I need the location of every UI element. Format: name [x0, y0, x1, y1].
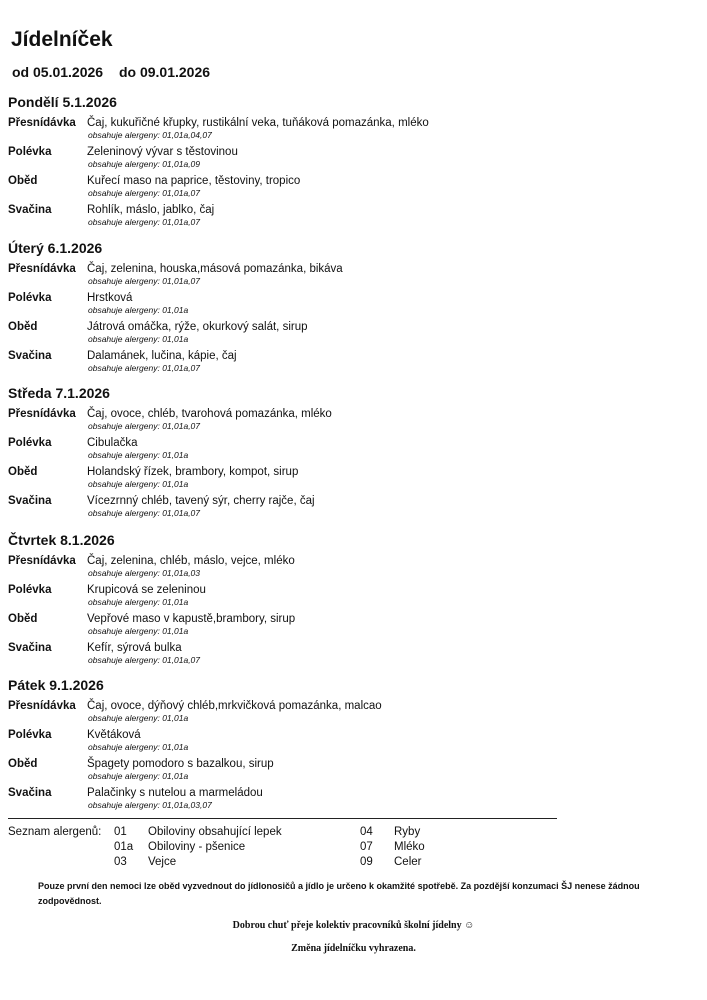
page-title: Jídelníček — [11, 28, 113, 51]
meal-description: Špagety pomodoro s bazalkou, sirup — [87, 758, 274, 770]
meal-row — [8, 145, 568, 174]
meal-row — [8, 262, 568, 291]
meal-allergens: obsahuje alergeny: 01,01a,03,07 — [88, 800, 212, 810]
day-section — [8, 92, 568, 232]
day-section — [8, 238, 568, 378]
allergen-name: Mléko — [394, 841, 425, 853]
day-title: Středa 7.1.2026 — [8, 385, 110, 401]
meal-description: Kuřecí maso na paprice, těstoviny, tropico — [87, 175, 301, 187]
meal-row — [8, 407, 568, 436]
meal-allergens: obsahuje alergeny: 01,01a — [88, 334, 189, 344]
meal-allergens: obsahuje alergeny: 01,01a,07 — [88, 655, 201, 665]
allergen-item — [114, 839, 245, 855]
meal-allergens: obsahuje alergeny: 01,01a,07 — [88, 363, 201, 373]
meal-row — [8, 786, 568, 815]
allergen-code: 03 — [114, 856, 127, 868]
meal-row — [8, 757, 568, 786]
meal-row — [8, 554, 568, 583]
meal-label: Přesnídávka — [8, 263, 76, 275]
meal-row — [8, 349, 568, 378]
meal-row — [8, 436, 568, 465]
meal-description: Játrová omáčka, rýže, okurkový salát, sirup — [87, 321, 308, 333]
allergen-name: Ryby — [394, 826, 421, 838]
meal-row — [8, 291, 568, 320]
meal-allergens: obsahuje alergeny: 01,01a — [88, 305, 189, 315]
meal-description: Cibulačka — [87, 437, 138, 449]
meal-description: Čaj, kukuřičné křupky, rustikální veka, tuňáková pomazánka, mléko — [87, 117, 429, 129]
meal-allergens: obsahuje alergeny: 01,01a,07 — [88, 276, 201, 286]
allergen-item — [114, 854, 176, 870]
meal-row — [8, 203, 568, 232]
meal-row — [8, 174, 568, 203]
meal-label: Polévka — [8, 729, 52, 741]
allergen-item — [114, 824, 282, 840]
meal-description: Vepřové maso v kapustě,brambory, sirup — [87, 613, 296, 625]
day-title: Pátek 9.1.2026 — [8, 677, 104, 693]
period-from: od 05.01.2026 — [12, 64, 104, 80]
day-title: Úterý 6.1.2026 — [8, 240, 103, 256]
meal-allergens: obsahuje alergeny: 01,01a — [88, 597, 189, 607]
meal-description: Rohlík, máslo, jablko, čaj — [87, 204, 215, 216]
allergen-code: 04 — [360, 826, 373, 838]
allergen-item — [360, 839, 425, 855]
meal-allergens: obsahuje alergeny: 01,01a — [88, 626, 189, 636]
meal-label: Přesnídávka — [8, 117, 76, 129]
period-to: do 09.01.2026 — [118, 64, 211, 80]
allergen-name: Vejce — [148, 856, 177, 868]
meal-row — [8, 728, 568, 757]
meal-allergens: obsahuje alergeny: 01,01a,07 — [88, 421, 201, 431]
meal-label: Přesnídávka — [8, 408, 76, 420]
meal-row — [8, 116, 568, 145]
meal-label: Svačina — [8, 350, 52, 362]
day-section — [8, 383, 568, 523]
meal-row — [8, 583, 568, 612]
meal-label: Polévka — [8, 292, 52, 304]
meal-label: Polévka — [8, 584, 52, 596]
allergen-item — [360, 854, 421, 870]
meal-row — [8, 699, 568, 728]
meal-description: Květáková — [87, 729, 141, 741]
day-title: Pondělí 5.1.2026 — [8, 94, 117, 110]
meal-allergens: obsahuje alergeny: 01,01a,04,07 — [88, 130, 212, 140]
meal-description: Dalamánek, lučina, kápie, čaj — [87, 350, 237, 362]
day-title: Čtvrtek 8.1.2026 — [8, 532, 115, 548]
meal-description: Krupicová se zeleninou — [87, 584, 206, 596]
meal-description: Holandský řízek, brambory, kompot, sirup — [87, 466, 299, 478]
allergen-name: Obiloviny - pšenice — [148, 841, 246, 853]
meal-description: Kefír, sýrová bulka — [87, 642, 182, 654]
meal-label: Přesnídávka — [8, 700, 76, 712]
meal-allergens: obsahuje alergeny: 01,01a — [88, 742, 189, 752]
footer-change-notice: Změna jídelníčku vyhrazena. — [291, 943, 416, 954]
meal-row — [8, 612, 568, 641]
meal-description: Čaj, zelenina, houska,másová pomazánka, bikáva — [87, 263, 343, 275]
meal-description: Čaj, ovoce, dýňový chléb,mrkvičková pomazánka, malcao — [87, 700, 382, 712]
meal-allergens: obsahuje alergeny: 01,01a — [88, 479, 189, 489]
meal-label: Oběd — [8, 758, 38, 770]
meal-description: Hrstková — [87, 292, 133, 304]
meal-label: Polévka — [8, 146, 52, 158]
meal-allergens: obsahuje alergeny: 01,01a,07 — [88, 217, 201, 227]
meal-row — [8, 494, 568, 523]
allergen-list-label: Seznam alergenů: — [8, 826, 102, 838]
meal-description: Vícezrnný chléb, tavený sýr, cherry rajče, čaj — [87, 495, 315, 507]
meal-label: Svačina — [8, 787, 52, 799]
meal-row — [8, 320, 568, 349]
meal-description: Čaj, zelenina, chléb, máslo, vejce, mléko — [87, 555, 295, 567]
menu-period — [12, 64, 222, 80]
meal-label: Přesnídávka — [8, 555, 76, 567]
meal-description: Zeleninový vývar s těstovinou — [87, 146, 238, 158]
allergen-code: 09 — [360, 856, 373, 868]
allergen-name: Celer — [394, 856, 422, 868]
meal-description: Čaj, ovoce, chléb, tvarohová pomazánka, mléko — [87, 408, 332, 420]
divider — [8, 818, 557, 819]
day-section — [8, 530, 568, 670]
allergen-code: 01 — [114, 826, 127, 838]
meal-row — [8, 465, 568, 494]
meal-allergens: obsahuje alergeny: 01,01a,07 — [88, 508, 201, 518]
meal-label: Oběd — [8, 321, 38, 333]
allergen-code: 07 — [360, 841, 373, 853]
meal-allergens: obsahuje alergeny: 01,01a — [88, 713, 189, 723]
meal-row — [8, 641, 568, 670]
allergen-item — [360, 824, 420, 840]
meal-allergens: obsahuje alergeny: 01,01a,09 — [88, 159, 201, 169]
meal-label: Svačina — [8, 642, 52, 654]
meal-allergens: obsahuje alergeny: 01,01a — [88, 450, 189, 460]
meal-label: Svačina — [8, 495, 52, 507]
allergen-code: 01a — [114, 841, 134, 853]
meal-allergens: obsahuje alergeny: 01,01a,07 — [88, 188, 201, 198]
allergen-name: Obiloviny obsahující lepek — [148, 826, 282, 838]
meal-allergens: obsahuje alergeny: 01,01a — [88, 771, 189, 781]
meal-label: Oběd — [8, 175, 38, 187]
meal-description: Palačinky s nutelou a marmeládou — [87, 787, 263, 799]
meal-label: Oběd — [8, 466, 38, 478]
meal-allergens: obsahuje alergeny: 01,01a,03 — [88, 568, 201, 578]
footer-greeting: Dobrou chuť přeje kolektiv pracovníků školní jídelny ☺ — [232, 920, 475, 931]
meal-label: Oběd — [8, 613, 38, 625]
meal-label: Svačina — [8, 204, 52, 216]
meal-label: Polévka — [8, 437, 52, 449]
footer-note: Pouze první den nemoci lze oběd vyzvednout do jídlonosičů a jídlo je určeno k okamžité spotřebě. Za pozdější konzumaci ŠJ nenese žádnou zodpovědnost. — [38, 881, 640, 906]
day-section — [8, 675, 568, 815]
